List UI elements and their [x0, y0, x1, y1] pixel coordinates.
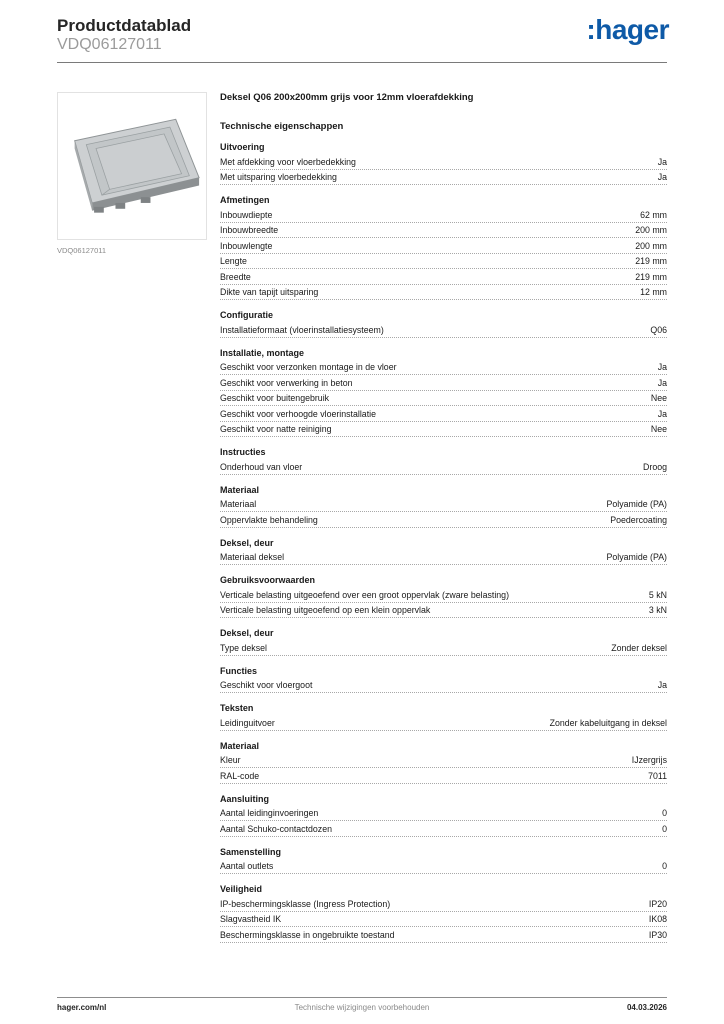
tech-properties-heading: Technische eigenschappen — [220, 121, 344, 132]
spec-label: Aantal outlets — [220, 861, 274, 871]
footer-website: hager.com/nl — [57, 1003, 107, 1012]
section-heading: Materiaal — [220, 484, 260, 495]
spec-value: Nee — [650, 393, 667, 403]
spec-row — [220, 170, 667, 186]
spec-row — [220, 768, 667, 784]
spec-label: Beschermingsklasse in ongebruikte toestand — [220, 929, 395, 940]
section-heading: Configuratie — [220, 310, 273, 320]
spec-value: 62 mm — [640, 209, 667, 220]
spec-label: Aantal Schuko-contactdozen — [220, 823, 332, 834]
spec-value: 0 — [662, 808, 667, 818]
spec-label: Slagvastheid IK — [220, 914, 282, 924]
spec-label: Inbouwdiepte — [220, 209, 273, 220]
spec-label: Geschikt voor verhoogde vloerinstallatie — [220, 408, 376, 419]
spec-row — [220, 285, 667, 301]
product-image-caption: VDQ06127011 — [57, 246, 107, 255]
spec-value: Ja — [657, 156, 667, 167]
spec-row — [220, 550, 667, 566]
section-heading: Aansluiting — [220, 793, 269, 804]
spec-row — [220, 859, 667, 875]
spec-value: Nee — [650, 424, 667, 434]
spec-value: Ja — [657, 680, 667, 690]
spec-label: Onderhoud van vloer — [220, 461, 303, 472]
section-heading: Veiligheid — [220, 884, 263, 894]
spec-sections — [220, 142, 667, 943]
footer-date: 04.03.2026 — [626, 1003, 667, 1012]
spec-row — [220, 375, 667, 391]
spec-value: Polyamide (PA) — [606, 499, 667, 509]
spec-value: 7011 — [648, 770, 667, 781]
section-heading: Gebruiksvoorwaarden — [220, 575, 316, 585]
spec-row — [220, 238, 667, 254]
spec-value: 0 — [662, 861, 667, 871]
spec-row — [220, 715, 667, 731]
spec-row — [220, 603, 667, 619]
spec-value: Zonder kabeluitgang in deksel — [549, 717, 667, 728]
spec-label: Aantal leidinginvoeringen — [220, 808, 319, 818]
spec-value: Droog — [643, 461, 667, 472]
spec-row — [220, 422, 667, 438]
spec-value: Ja — [657, 172, 667, 182]
spec-row — [220, 207, 667, 223]
spec-label: Oppervlakte behandeling — [220, 514, 318, 525]
spec-label: Kleur — [220, 755, 241, 765]
spec-value: Poedercoating — [610, 514, 667, 525]
spec-row — [220, 640, 667, 656]
spec-row — [220, 459, 667, 475]
section-heading: Functies — [220, 665, 258, 676]
spec-row — [220, 154, 667, 170]
spec-label: Met afdekking voor vloerbedekking — [220, 156, 356, 167]
spec-row — [220, 753, 667, 769]
footer-disclaimer: Technische wijzigingen voorbehouden — [294, 1003, 430, 1012]
spec-label: Dikte van tapijt uitsparing — [220, 287, 319, 297]
spec-value: 12 mm — [640, 287, 667, 297]
spec-row — [220, 391, 667, 407]
spec-label: Verticale belasting uitgeoefend over een groot oppervlak (zware belasting) — [220, 589, 510, 600]
spec-label: Materiaal — [220, 499, 257, 509]
product-title: Deksel Q06 200x200mm grijs voor 12mm vloerafdekking — [220, 92, 474, 103]
spec-value: 219 mm — [635, 271, 667, 282]
spec-label: Verticale belasting uitgeoefend op een klein oppervlak — [220, 605, 431, 615]
spec-label: RAL-code — [220, 770, 260, 781]
spec-label: Geschikt voor verwerking in beton — [220, 377, 353, 388]
spec-label: Met uitsparing vloerbedekking — [220, 172, 337, 182]
spec-row — [220, 678, 667, 694]
spec-row — [220, 223, 667, 239]
spec-row — [220, 912, 667, 928]
spec-value: IJzergrijs — [631, 755, 667, 765]
spec-label: Lengte — [220, 256, 247, 266]
spec-label: Materiaal deksel — [220, 552, 285, 562]
spec-value: Ja — [657, 408, 667, 419]
spec-label: Inbouwbreedte — [220, 225, 279, 235]
page-title: Productdatablad — [57, 16, 192, 35]
spec-value: 219 mm — [635, 256, 667, 266]
spec-row — [220, 360, 667, 376]
spec-label: Geschikt voor natte reiniging — [220, 424, 332, 434]
section-heading: Deksel, deur — [220, 628, 274, 638]
spec-value: IP30 — [648, 929, 667, 940]
spec-label: Geschikt voor buitengebruik — [220, 393, 330, 403]
spec-row — [220, 806, 667, 822]
header-divider — [57, 62, 667, 63]
spec-value: IK08 — [648, 914, 667, 924]
section-heading: Instructies — [220, 447, 266, 457]
section-heading: Afmetingen — [220, 195, 270, 205]
spec-row — [220, 821, 667, 837]
spec-row — [220, 254, 667, 270]
spec-row — [220, 406, 667, 422]
spec-row — [220, 512, 667, 528]
product-reference: VDQ06127011 — [57, 36, 162, 53]
section-heading: Samenstelling — [220, 846, 282, 857]
footer-divider — [57, 997, 667, 998]
spec-value: Polyamide (PA) — [606, 552, 667, 562]
spec-row — [220, 322, 667, 338]
spec-label: Geschikt voor vloergoot — [220, 680, 313, 690]
section-heading: Deksel, deur — [220, 537, 274, 548]
spec-label: Installatieformaat (vloerinstallatiesysteem) — [220, 324, 384, 335]
product-image-frame — [57, 92, 207, 240]
spec-value: 200 mm — [635, 225, 667, 235]
spec-row — [220, 497, 667, 513]
section-heading: Uitvoering — [220, 142, 265, 152]
spec-row — [220, 587, 667, 603]
spec-value: Zonder deksel — [611, 642, 667, 653]
spec-value: IP20 — [648, 898, 667, 909]
spec-label: Type deksel — [220, 642, 267, 653]
spec-value: Ja — [657, 377, 667, 388]
product-image — [59, 96, 205, 236]
spec-label: Breedte — [220, 271, 251, 282]
spec-value: Ja — [657, 362, 667, 372]
spec-label: IP-beschermingsklasse (Ingress Protection) — [220, 898, 391, 909]
spec-row — [220, 896, 667, 912]
spec-row — [220, 269, 667, 285]
spec-value: 3 kN — [648, 605, 667, 615]
spec-label: Leidinguitvoer — [220, 717, 275, 728]
spec-value: 200 mm — [635, 240, 667, 251]
spec-column — [220, 92, 667, 943]
section-heading: Installatie, montage — [220, 347, 305, 358]
section-heading: Teksten — [220, 703, 254, 713]
spec-label: Geschikt voor verzonken montage in de vloer — [220, 362, 397, 372]
spec-row — [220, 927, 667, 943]
spec-value: Q06 — [650, 324, 667, 335]
spec-value: 0 — [662, 823, 667, 834]
hager-logo: :hager — [586, 14, 669, 45]
spec-label: Inbouwlengte — [220, 240, 273, 251]
section-heading: Materiaal — [220, 740, 260, 751]
spec-value: 5 kN — [648, 589, 667, 600]
